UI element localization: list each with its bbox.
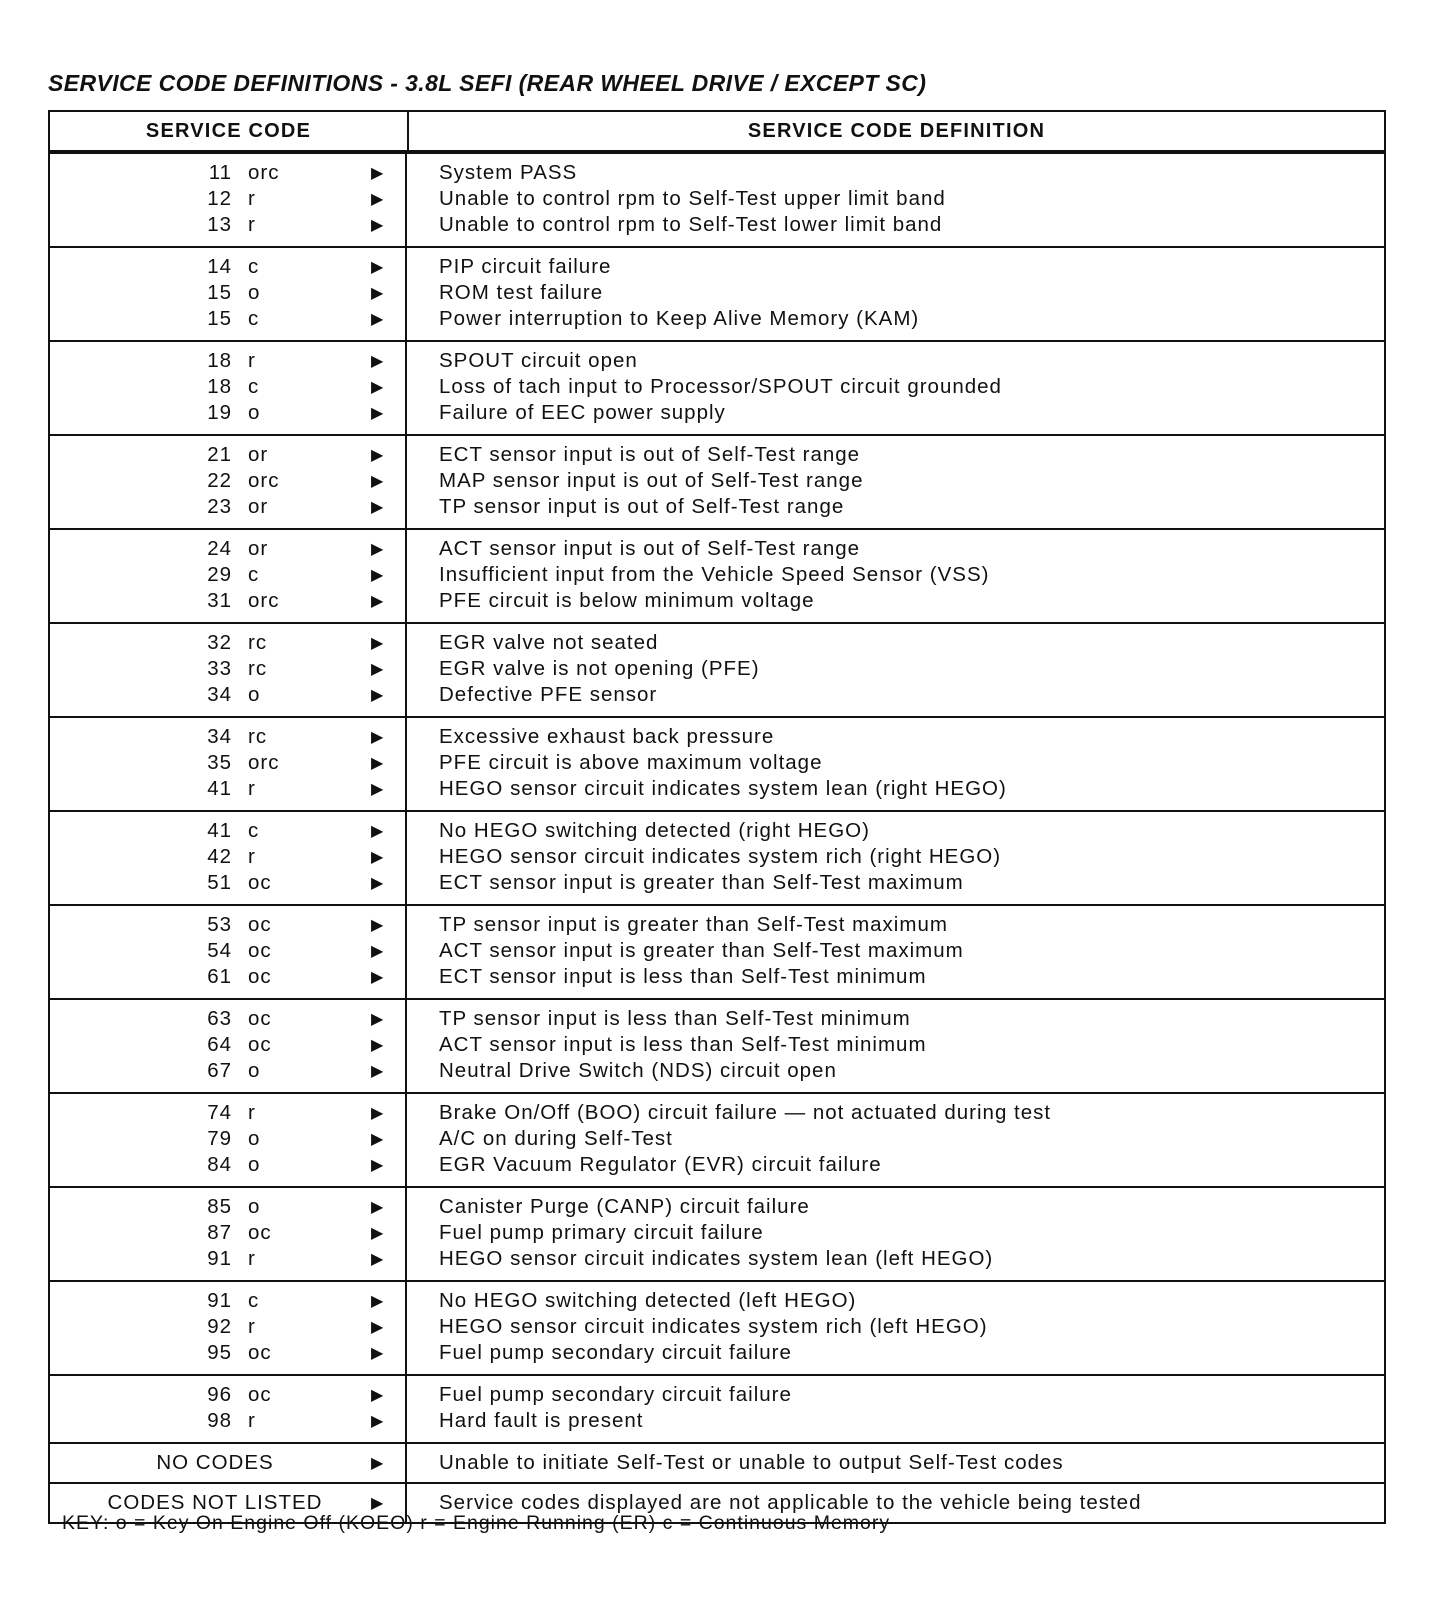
test-mode: oc: [248, 939, 272, 962]
service-code-number: 41: [207, 777, 232, 800]
page-title: SERVICE CODE DEFINITIONS - 3.8L SEFI (REAR WHEEL DRIVE / EXCEPT SC): [48, 70, 927, 96]
table-row: [50, 938, 405, 964]
service-code-number: 42: [207, 845, 232, 868]
arrow-right-icon: ▶: [371, 285, 385, 302]
definition-column: [407, 1282, 1384, 1374]
test-mode: rc: [248, 725, 268, 748]
test-mode: o: [248, 281, 261, 304]
service-code-table: [48, 110, 1386, 1524]
code-definition: No HEGO switching detected (right HEGO): [439, 819, 870, 842]
arrow-right-icon: ▶: [371, 1063, 385, 1080]
code-column: [50, 248, 407, 340]
table-row: [50, 280, 405, 306]
code-definition: Excessive exhaust back pressure: [439, 725, 775, 748]
test-mode: orc: [248, 161, 280, 184]
service-code-number: 33: [207, 657, 232, 680]
table-row: [50, 1152, 405, 1178]
arrow-right-icon: ▶: [371, 1455, 385, 1472]
code-column: [50, 1094, 407, 1186]
code-definition: Fuel pump secondary circuit failure: [439, 1341, 792, 1364]
test-mode: orc: [248, 469, 280, 492]
table-row: [50, 1314, 405, 1340]
table-row: [50, 844, 405, 870]
arrow-right-icon: ▶: [371, 217, 385, 234]
code-definition: Loss of tach input to Processor/SPOUT circuit grounded: [439, 375, 1002, 398]
code-column: [50, 1188, 407, 1280]
code-column: [50, 1000, 407, 1092]
code-group: [50, 1282, 1384, 1376]
arrow-right-icon: ▶: [371, 473, 385, 490]
arrow-right-icon: ▶: [371, 499, 385, 516]
arrow-right-icon: ▶: [371, 259, 385, 276]
definition-column: [407, 1000, 1384, 1092]
code-group: [50, 154, 1384, 248]
key-legend: KEY: o = Key On Engine Off (KOEO) r = Engine Running (ER) c = Continuous Memory: [62, 1512, 891, 1534]
test-mode: o: [248, 1127, 261, 1150]
service-code-number: 15: [207, 281, 232, 304]
definition-column: [407, 624, 1384, 716]
arrow-right-icon: ▶: [371, 311, 385, 328]
service-code-number: 91: [207, 1247, 232, 1270]
arrow-right-icon: ▶: [371, 567, 385, 584]
code-definition: Defective PFE sensor: [439, 683, 658, 706]
definition-column: [407, 436, 1384, 528]
table-row: [50, 1340, 405, 1366]
arrow-right-icon: ▶: [371, 917, 385, 934]
code-group: [50, 624, 1384, 718]
code-definition: TP sensor input is greater than Self-Test maximum: [439, 913, 948, 936]
code-column: [50, 812, 407, 904]
arrow-right-icon: ▶: [371, 823, 385, 840]
code-column: [50, 1376, 407, 1442]
table-row: [50, 656, 405, 682]
arrow-right-icon: ▶: [371, 661, 385, 678]
special-code-label: CODES NOT LISTED: [107, 1491, 323, 1514]
service-code-number: 18: [207, 349, 232, 372]
service-code-number: 15: [207, 307, 232, 330]
header-service-code-definition: SERVICE CODE DEFINITION: [747, 119, 1046, 142]
definition-column: [407, 1188, 1384, 1280]
table-row: [50, 348, 405, 374]
table-row: [50, 724, 405, 750]
code-group: [50, 1376, 1384, 1444]
arrow-right-icon: ▶: [371, 755, 385, 772]
service-code-number: 96: [207, 1383, 232, 1406]
code-definition: A/C on during Self-Test: [439, 1127, 673, 1150]
service-code-number: 21: [207, 443, 232, 466]
service-code-number: 67: [207, 1059, 232, 1082]
code-definition: EGR valve not seated: [439, 631, 659, 654]
test-mode: r: [248, 1101, 256, 1124]
table-row: [50, 588, 405, 614]
arrow-right-icon: ▶: [371, 405, 385, 422]
test-mode: c: [248, 375, 260, 398]
table-row: [50, 374, 405, 400]
code-column: [50, 906, 407, 998]
code-definition: Neutral Drive Switch (NDS) circuit open: [439, 1059, 837, 1082]
code-column: [50, 624, 407, 716]
arrow-right-icon: ▶: [371, 1319, 385, 1336]
code-definition: ROM test failure: [439, 281, 604, 304]
test-mode: o: [248, 1153, 261, 1176]
arrow-right-icon: ▶: [371, 447, 385, 464]
table-row: [50, 536, 405, 562]
code-column: [50, 342, 407, 434]
test-mode: r: [248, 845, 256, 868]
test-mode: oc: [248, 1383, 272, 1406]
no-codes-row: [50, 1444, 1384, 1484]
service-code-number: 22: [207, 469, 232, 492]
service-code-number: 95: [207, 1341, 232, 1364]
table-row: [50, 562, 405, 588]
table-header: [50, 112, 1384, 154]
definition-column: [407, 154, 1384, 246]
arrow-right-icon: ▶: [371, 635, 385, 652]
code-definition: ACT sensor input is greater than Self-Test maximum: [439, 939, 964, 962]
test-mode: c: [248, 1289, 260, 1312]
table-row: [50, 818, 405, 844]
code-definition: Unable to control rpm to Self-Test upper limit band: [439, 187, 946, 210]
arrow-right-icon: ▶: [371, 1413, 385, 1430]
test-mode: c: [248, 563, 260, 586]
table-row: [50, 1006, 405, 1032]
test-mode: c: [248, 255, 260, 278]
table-row: [50, 1220, 405, 1246]
arrow-right-icon: ▶: [371, 729, 385, 746]
service-code-number: 31: [207, 589, 232, 612]
code-definition: Unable to control rpm to Self-Test lower limit band: [439, 213, 943, 236]
code-group: [50, 906, 1384, 1000]
test-mode: r: [248, 349, 256, 372]
code-column: [50, 718, 407, 810]
arrow-right-icon: ▶: [371, 1105, 385, 1122]
service-code-number: 91: [207, 1289, 232, 1312]
arrow-right-icon: ▶: [371, 943, 385, 960]
test-mode: oc: [248, 913, 272, 936]
code-definition: PFE circuit is below minimum voltage: [439, 589, 815, 612]
test-mode: c: [248, 819, 260, 842]
table-row: [50, 776, 405, 802]
arrow-right-icon: ▶: [371, 1345, 385, 1362]
table-row: [50, 964, 405, 990]
service-code-number: 63: [207, 1007, 232, 1030]
table-row: [50, 186, 405, 212]
code-definition: Hard fault is present: [439, 1409, 644, 1432]
code-definition: PFE circuit is above maximum voltage: [439, 751, 823, 774]
code-definition: Brake On/Off (BOO) circuit failure — not actuated during test: [439, 1101, 1052, 1124]
arrow-right-icon: ▶: [371, 1037, 385, 1054]
service-code-number: 61: [207, 965, 232, 988]
code-definition: Insufficient input from the Vehicle Speed Sensor (VSS): [439, 563, 990, 586]
code-definition: SPOUT circuit open: [439, 349, 638, 372]
code-definition: PIP circuit failure: [439, 255, 612, 278]
code-definition: Service codes displayed are not applicable to the vehicle being tested: [439, 1491, 1142, 1514]
code-group: [50, 812, 1384, 906]
service-code-number: 79: [207, 1127, 232, 1150]
test-mode: r: [248, 1409, 256, 1432]
arrow-right-icon: ▶: [371, 379, 385, 396]
arrow-right-icon: ▶: [371, 1251, 385, 1268]
definition-column: [407, 1094, 1384, 1186]
special-code-label: NO CODES: [156, 1451, 274, 1474]
service-code-number: 34: [207, 725, 232, 748]
code-group: [50, 530, 1384, 624]
code-column: [50, 1282, 407, 1374]
test-mode: o: [248, 683, 261, 706]
test-mode: r: [248, 777, 256, 800]
arrow-right-icon: ▶: [371, 1387, 385, 1404]
table-row: [50, 1288, 405, 1314]
test-mode: o: [248, 401, 261, 424]
code-group: [50, 1094, 1384, 1188]
code-definition: ECT sensor input is out of Self-Test range: [439, 443, 861, 466]
test-mode: or: [248, 495, 269, 518]
code-definition: Unable to initiate Self-Test or unable to output Self-Test codes: [439, 1451, 1064, 1474]
service-code-number: 29: [207, 563, 232, 586]
service-code-number: 35: [207, 751, 232, 774]
test-mode: rc: [248, 631, 268, 654]
code-group: [50, 1000, 1384, 1094]
service-code-number: 85: [207, 1195, 232, 1218]
table-row: [50, 630, 405, 656]
arrow-right-icon: ▶: [371, 687, 385, 704]
arrow-right-icon: ▶: [371, 1199, 385, 1216]
definition-column: [407, 342, 1384, 434]
table-row: [50, 1408, 405, 1434]
service-code-number: 13: [207, 213, 232, 236]
service-code-number: 23: [207, 495, 232, 518]
test-mode: orc: [248, 751, 280, 774]
definition-column: [407, 718, 1384, 810]
code-definition: ECT sensor input is less than Self-Test minimum: [439, 965, 927, 988]
arrow-right-icon: ▶: [371, 1225, 385, 1242]
service-code-number: 24: [207, 537, 232, 560]
definition-column: [407, 906, 1384, 998]
table-row: [50, 400, 405, 426]
test-mode: oc: [248, 965, 272, 988]
code-column: [50, 530, 407, 622]
test-mode: r: [248, 1247, 256, 1270]
code-definition: Fuel pump secondary circuit failure: [439, 1383, 792, 1406]
table-row: [50, 1450, 405, 1476]
code-definition: HEGO sensor circuit indicates system rich (left HEGO): [439, 1315, 988, 1338]
service-code-number: 34: [207, 683, 232, 706]
test-mode: oc: [248, 1007, 272, 1030]
test-mode: r: [248, 1315, 256, 1338]
service-code-number: 87: [207, 1221, 232, 1244]
table-row: [50, 870, 405, 896]
arrow-right-icon: ▶: [371, 849, 385, 866]
code-column: [50, 1444, 407, 1482]
service-code-number: 84: [207, 1153, 232, 1176]
test-mode: oc: [248, 1341, 272, 1364]
service-code-number: 41: [207, 819, 232, 842]
service-code-number: 19: [207, 401, 232, 424]
arrow-right-icon: ▶: [371, 1293, 385, 1310]
code-definition: TP sensor input is less than Self-Test minimum: [439, 1007, 911, 1030]
code-definition: TP sensor input is out of Self-Test range: [439, 495, 845, 518]
service-code-number: 12: [207, 187, 232, 210]
definition-column: [407, 248, 1384, 340]
table-row: [50, 1126, 405, 1152]
service-code-number: 11: [208, 161, 232, 184]
test-mode: oc: [248, 1033, 272, 1056]
code-column: [50, 436, 407, 528]
code-definition: No HEGO switching detected (left HEGO): [439, 1289, 857, 1312]
code-definition: MAP sensor input is out of Self-Test range: [439, 469, 864, 492]
service-code-number: 32: [207, 631, 232, 654]
header-service-code: SERVICE CODE: [50, 112, 409, 150]
code-definition: Failure of EEC power supply: [439, 401, 726, 424]
test-mode: c: [248, 307, 260, 330]
arrow-right-icon: ▶: [371, 165, 385, 182]
service-code-number: 14: [207, 255, 232, 278]
code-definition: HEGO sensor circuit indicates system rich (right HEGO): [439, 845, 1002, 868]
service-code-number: 53: [207, 913, 232, 936]
code-definition: System PASS: [439, 161, 578, 184]
definition-column: [407, 1444, 1384, 1482]
service-code-number: 51: [207, 871, 232, 894]
table-row: [50, 442, 405, 468]
definition-column: [407, 812, 1384, 904]
table-body: [50, 154, 1384, 1522]
code-group: [50, 436, 1384, 530]
code-definition: EGR Vacuum Regulator (EVR) circuit failure: [439, 1153, 882, 1176]
table-row: [50, 494, 405, 520]
service-code-number: 54: [207, 939, 232, 962]
code-definition: HEGO sensor circuit indicates system lean (right HEGO): [439, 777, 1007, 800]
table-row: [50, 212, 405, 238]
code-definition: ACT sensor input is out of Self-Test range: [439, 537, 861, 560]
table-row: [50, 1382, 405, 1408]
table-row: [50, 1058, 405, 1084]
arrow-right-icon: ▶: [371, 969, 385, 986]
test-mode: oc: [248, 871, 272, 894]
code-definition: Canister Purge (CANP) circuit failure: [439, 1195, 810, 1218]
test-mode: o: [248, 1059, 261, 1082]
code-definition: Power interruption to Keep Alive Memory (KAM): [439, 307, 920, 330]
table-row: [50, 682, 405, 708]
arrow-right-icon: ▶: [371, 781, 385, 798]
arrow-right-icon: ▶: [371, 1011, 385, 1028]
arrow-right-icon: ▶: [371, 1131, 385, 1148]
table-row: [50, 306, 405, 332]
code-definition: Fuel pump primary circuit failure: [439, 1221, 764, 1244]
table-row: [50, 468, 405, 494]
arrow-right-icon: ▶: [371, 875, 385, 892]
test-mode: o: [248, 1195, 261, 1218]
arrow-right-icon: ▶: [371, 191, 385, 208]
table-row: [50, 254, 405, 280]
arrow-right-icon: ▶: [371, 541, 385, 558]
code-definition: ECT sensor input is greater than Self-Test maximum: [439, 871, 964, 894]
service-code-number: 98: [207, 1409, 232, 1432]
definition-column: [407, 1376, 1384, 1442]
table-row: [50, 1194, 405, 1220]
service-code-number: 74: [207, 1101, 232, 1124]
code-definition: ACT sensor input is less than Self-Test minimum: [439, 1033, 927, 1056]
service-code-number: 18: [207, 375, 232, 398]
test-mode: r: [248, 187, 256, 210]
definition-column: [407, 530, 1384, 622]
test-mode: or: [248, 537, 269, 560]
table-row: [50, 1100, 405, 1126]
service-code-number: 92: [207, 1315, 232, 1338]
code-definition: HEGO sensor circuit indicates system lean (left HEGO): [439, 1247, 994, 1270]
code-group: [50, 248, 1384, 342]
code-group: [50, 718, 1384, 812]
test-mode: oc: [248, 1221, 272, 1244]
table-row: [50, 1032, 405, 1058]
table-row: [50, 1246, 405, 1272]
table-row: [50, 160, 405, 186]
table-row: [50, 912, 405, 938]
arrow-right-icon: ▶: [371, 1157, 385, 1174]
service-code-number: 64: [207, 1033, 232, 1056]
test-mode: or: [248, 443, 269, 466]
arrow-right-icon: ▶: [371, 353, 385, 370]
code-column: [50, 154, 407, 246]
code-group: [50, 1188, 1384, 1282]
test-mode: r: [248, 213, 256, 236]
test-mode: rc: [248, 657, 268, 680]
arrow-right-icon: ▶: [371, 1495, 385, 1512]
table-row: [50, 750, 405, 776]
arrow-right-icon: ▶: [371, 593, 385, 610]
code-definition: EGR valve is not opening (PFE): [439, 657, 760, 680]
code-group: [50, 342, 1384, 436]
test-mode: orc: [248, 589, 280, 612]
